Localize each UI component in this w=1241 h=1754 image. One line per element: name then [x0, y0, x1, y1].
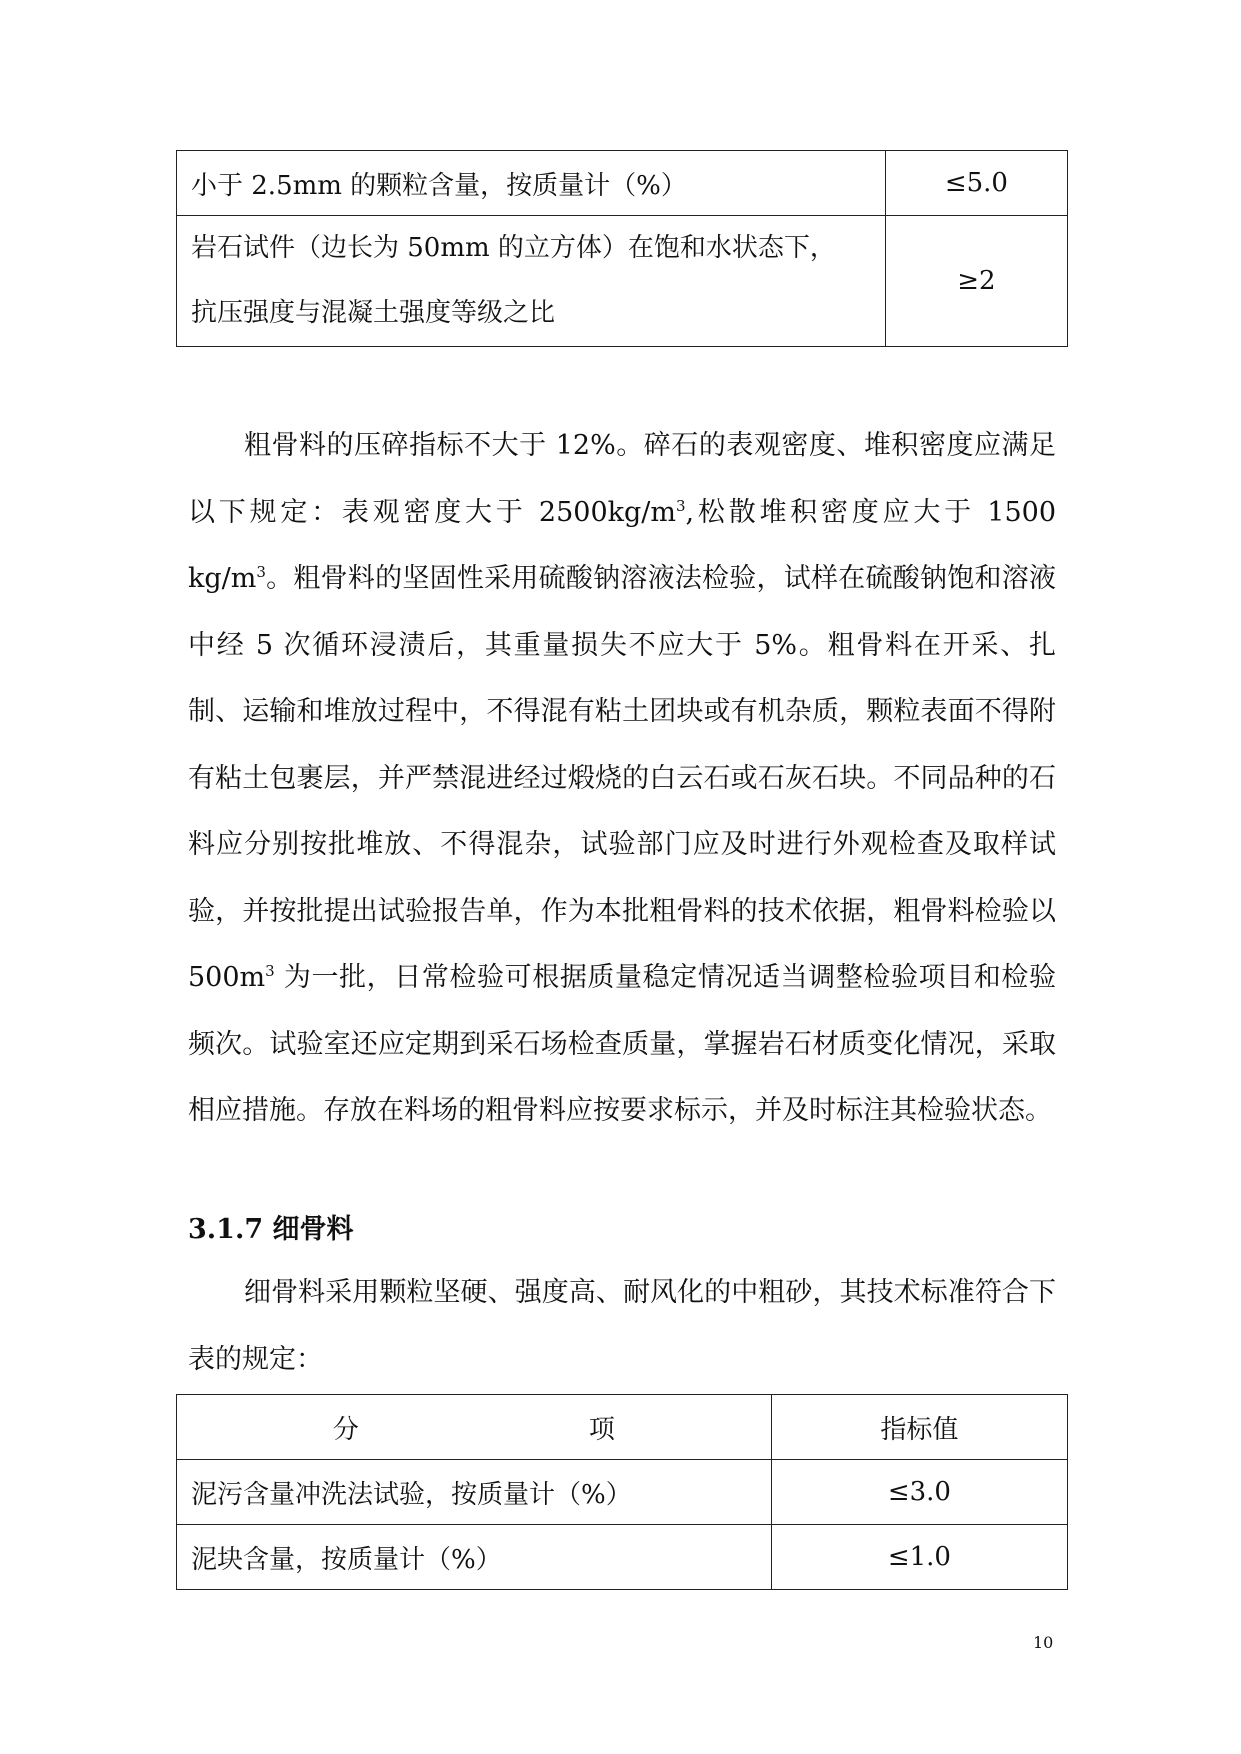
- superscript: 3: [265, 962, 275, 980]
- coarse-aggregate-paragraph: [188, 413, 1056, 1145]
- paragraph-text: 为一批，日常检验可根据质量稳定情况适当调整检验项目和检验频次。试验室还应定期到采石场检查质量，掌握岩石材质变化情况，采取相应措施。存放在料场的粗骨料应按要求标示，并及时标注其检验状态。: [188, 962, 1056, 1126]
- table-cell-value: ≤1.0: [771, 1525, 1067, 1590]
- table-cell-value: ≤5.0: [885, 151, 1067, 216]
- page-number: 10: [1033, 1633, 1054, 1652]
- fine-aggregate-paragraph: 细骨料采用颗粒坚硬、强度高、耐风化的中粗砂，其技术标准符合下表的规定：: [188, 1277, 1056, 1375]
- table-row: [177, 1460, 1068, 1525]
- table-cell-item: 泥污含量冲洗法试验，按质量计（%）: [177, 1460, 772, 1525]
- superscript: 3: [676, 496, 686, 515]
- table-header-value: 指标值: [771, 1395, 1067, 1460]
- table-row: [177, 216, 1068, 347]
- paragraph-text: ,松散堆积密度应大于 1500 kg/m: [188, 496, 1056, 594]
- table-cell-item-line: 岩石试件（边长为 50mm 的立方体）在饱和水状态下，: [191, 233, 836, 263]
- table-cell-value: ≥2: [885, 216, 1067, 347]
- table-cell-item: 小于 2.5mm 的颗粒含量，按质量计（%）: [177, 151, 886, 216]
- table-cell-item-line: 抗压强度与混凝土强度等级之比: [191, 298, 556, 328]
- table-header-row: [177, 1395, 1068, 1460]
- table-cell-item: 泥块含量，按质量计（%）: [177, 1525, 772, 1590]
- superscript: 3: [256, 563, 266, 581]
- coarse-aggregate-spec-table: [176, 150, 1068, 347]
- table-cell-value: ≤3.0: [771, 1460, 1067, 1525]
- table-header-item: [177, 1395, 772, 1460]
- section-heading: 3.1.7 细骨料: [188, 1214, 354, 1245]
- table-row: [177, 151, 1068, 216]
- paragraph-text: 。粗骨料的坚固性采用硫酸钠溶液法检验，试样在硫酸钠饱和溶液中经 5 次循环浸渍后，其重量损失不应大于 5%。粗骨料在开采、扎制、运输和堆放过程中，不得混有粘土团块或有机杂质，颗粒表面不得附有粘土包裹层，并严禁混进经过煅烧的白云石或石灰石块。不同品种的石料应分别按批堆放、不得混杂，试验部门应及时进行外观检查及取样试验，并按批提出试验报告单，作为本批粗骨料的技术依据，粗骨料检验以 500m: [188, 563, 1056, 993]
- header-text: 项: [588, 1414, 615, 1445]
- header-text: 分: [332, 1414, 359, 1445]
- table-row: [177, 1525, 1068, 1590]
- fine-aggregate-spec-table: [176, 1394, 1068, 1590]
- table-cell-item: [177, 216, 886, 347]
- paragraph-text: 粗骨料的压碎指标不大于 12%。碎石的表观密度、堆积密度应满足以下规定：表观密度大于 2500kg/m: [188, 430, 1056, 528]
